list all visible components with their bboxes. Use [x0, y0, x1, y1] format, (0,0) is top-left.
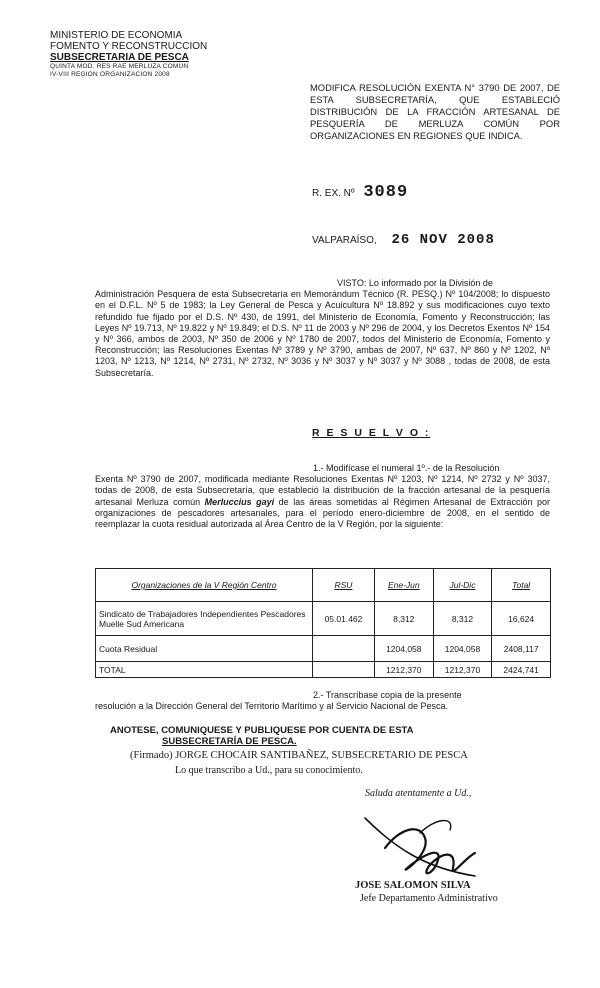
table-header-total: Total — [492, 569, 551, 602]
species-name: Merluccius gayi — [204, 496, 275, 507]
table-header-rsu: RSU — [313, 569, 375, 602]
table-cell-jul-dic: 8,312 — [433, 602, 492, 636]
signatory-role: Jefe Departamento Administrativo — [360, 893, 498, 904]
resolution-number-value: 3089 — [363, 183, 409, 202]
item1-lead: 1.- Modifícase el numeral 1º.- de la Resolución — [313, 463, 500, 473]
table-cell-total: 16,624 — [492, 602, 551, 636]
anotese-clause — [110, 725, 510, 747]
visto-body: Administración Pesquera de esta Subsecretaría en Memorándum Técnico (R. PESQ.) Nº 104/2008; lo dispuesto en el D.F.L. Nº 5 de 1983; la Ley General de Pesca y Acuicultura Nº 18.892 y sus modificaciones cuyo texto refundido fue fijado por el D.S. Nº 430, de 1991, del Ministerio de Economía, Fomento y Reconstrucción; las Leyes Nº 19.713, Nº 19.822 y Nº 19.849; el D.S. Nº 11 de 2003 y Nº 296 de 2004, y los Decretos Exentos Nº 154 y Nº 366, ambos de 2003, Nº 350 de 2006 y Nº 1780 de 2007, todos del Ministerio de Economía, Fomento y Reconstrucción; las Resoluciones Exentas Nº 3789 y Nº 3790, ambas de 2007, Nº 637, Nº 860 y Nº 1202, Nº 1203, Nº 1213, Nº 1214, Nº 2731, Nº 2732, Nº 3036 y Nº 3037 y Nº 3037 y Nº 3088 , todas de 2008, de esta Subsecretaría. — [95, 289, 550, 378]
table-cell-org: Sindicato de Trabajadores Independientes Pescadores Muelle Sud Americana — [96, 602, 313, 636]
table-cell-ene-jun: 1212,370 — [374, 662, 433, 678]
item1-body — [95, 474, 550, 530]
anotese-line-2: SUBSECRETARÍA DE PESCA. — [162, 736, 297, 747]
city-name: VALPARAÍSO, — [312, 235, 377, 246]
letterhead — [50, 30, 250, 79]
table-row — [96, 602, 551, 636]
resolution-number-label: R. EX. Nº — [312, 188, 355, 199]
table-cell-org: TOTAL — [96, 662, 313, 678]
anotese-line-1: ANOTESE, COMUNIQUESE Y PUBLIQUESE POR CUENTA DE ESTA — [110, 725, 414, 736]
letterhead-ministry: MINISTERIO DE ECONOMIA — [50, 30, 183, 41]
table-cell-org: Cuota Residual — [96, 636, 313, 662]
item1-text-2: de las áreas sometidas al Régimen Artesanal de Extracción por organizaciones de pescadores artesanales, para el período enero-diciembre de 2008, en el sentido de reemplazar la cuota residual autorizada al Área Centro de la V Región, por la siguiente: — [95, 496, 550, 530]
table-header-jul-dic: Jul-Dic — [433, 569, 492, 602]
letterhead-region: IV-VIII REGION ORGANIZACION 2008 — [50, 71, 170, 78]
item2-body: resolución a la Dirección General del Territorio Marítimo y al Servicio Nacional de Pesca. — [95, 701, 448, 712]
table-header-row — [96, 569, 551, 602]
item1-text-1: Exenta Nº 3790 de 2007, modificada mediante Resoluciones Exentas Nº 1203, Nº 1214, Nº 2732 y Nº 3037, todas de 2008, de esta Subsecretaría, que estableció la distribución de la fracción artesanal de la pesquería artesanal Merluza común — [95, 474, 550, 507]
resolution-item-1 — [95, 463, 550, 530]
signed-by-line: (Firmado) JORGE CHOCAIR SANTIBAÑEZ, SUBSECRETARIO DE PESCA — [130, 750, 468, 761]
table-cell-jul-dic: 1212,370 — [433, 662, 492, 678]
visto-lead: VISTO: Lo informado por la División de — [337, 278, 493, 288]
table-row — [96, 662, 551, 678]
letterhead-subsecretaria: SUBSECRETARIA DE PESCA — [50, 52, 189, 63]
letterhead-reference: QUINTA MOD. RES RAE MERLUZA COMUN — [50, 63, 189, 70]
table-cell-jul-dic: 1204,058 — [433, 636, 492, 662]
item2-lead: 2.- Transcríbase copia de la presente — [313, 690, 462, 700]
table-cell-rsu — [313, 636, 375, 662]
table-row — [96, 636, 551, 662]
document-subject: MODIFICA RESOLUCIÓN EXENTA N° 3790 DE 2007, DE ESTA SUBSECRETARÍA, QUE ESTABLECIÓ DISTRIBUCIÓN DE LA FRACCIÓN ARTESANAL DE PESQUERÍA DE MERLUZA COMÚN POR ORGANIZACIONES EN REGIONES QUE INDICA. — [310, 82, 560, 141]
table-cell-rsu: 05.01.462 — [313, 602, 375, 636]
table-cell-ene-jun: 8,312 — [374, 602, 433, 636]
table-header-ene-jun: Ene-Jun — [374, 569, 433, 602]
letterhead-ministry-2: FOMENTO Y RECONSTRUCCION — [50, 41, 208, 52]
signatory-name: JOSE SALOMON SILVA — [355, 880, 471, 891]
transcription-note: Lo que transcribo a Ud., para su conocimiento. — [175, 765, 363, 776]
table-header-org: Organizaciones de la V Región Centro — [96, 569, 313, 602]
resuelvo-heading: R E S U E L V O : — [312, 427, 431, 439]
visto-paragraph — [95, 278, 550, 379]
distribution-table — [95, 568, 551, 678]
closing-greeting: Saluda atentamente a Ud., — [365, 788, 472, 799]
table-cell-rsu — [313, 662, 375, 678]
date-stamp: 26 NOV 2008 — [391, 232, 495, 248]
table-cell-total: 2408,117 — [492, 636, 551, 662]
place-and-date — [312, 232, 495, 248]
resolution-item-2 — [95, 690, 550, 712]
handwritten-signature — [325, 808, 525, 888]
resolution-number — [312, 183, 408, 202]
table-cell-total: 2424,741 — [492, 662, 551, 678]
table-cell-ene-jun: 1204,058 — [374, 636, 433, 662]
